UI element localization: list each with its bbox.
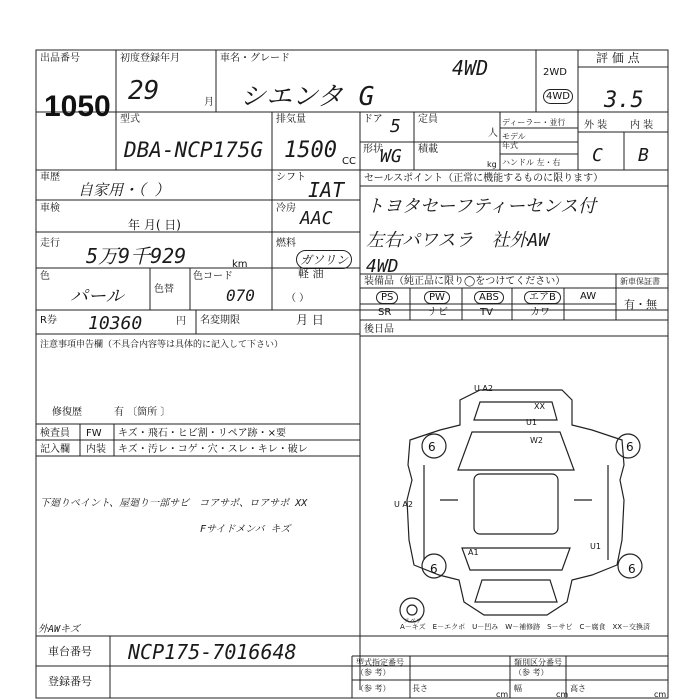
mileage-value: 5万9千929 bbox=[86, 244, 187, 268]
car-name-value: シエンタ G bbox=[240, 82, 375, 112]
handle-label: ハンドル 左・右 bbox=[502, 158, 561, 167]
fuel-label: 燃料 bbox=[276, 238, 296, 249]
interior-label: 内 装 bbox=[630, 120, 654, 131]
mark-front-right-wheel: 6 bbox=[626, 440, 634, 454]
mark-rear-left-wheel: 6 bbox=[430, 562, 438, 576]
door-label: ドア bbox=[363, 114, 383, 125]
model-code-value: DBA-NCP175G bbox=[124, 138, 264, 162]
sales-point-3: 4WD bbox=[366, 256, 399, 277]
model-year-label: モデル年式 bbox=[502, 132, 526, 150]
displacement-label: 排気量 bbox=[276, 114, 306, 125]
car-name-grade-label: 車名・グレード bbox=[220, 53, 290, 64]
seat-after-label: 後日品 bbox=[364, 324, 394, 335]
mark-front-left-wheel: 6 bbox=[428, 440, 436, 454]
interior-grade: B bbox=[638, 145, 649, 166]
shift-value: IAT bbox=[308, 178, 345, 202]
repair-history-value: 有 〔箇所 〕 bbox=[114, 407, 171, 418]
history-label: 車歴 bbox=[40, 172, 60, 183]
color-value: パール bbox=[70, 286, 124, 307]
shift-label: シフト bbox=[276, 172, 306, 183]
car-drive-value: 4WD bbox=[452, 56, 489, 80]
person-label: 人 bbox=[488, 128, 498, 139]
type-designation-label: 型式指定番号 bbox=[356, 658, 404, 667]
cc-label: CC bbox=[342, 156, 356, 167]
equipment-pw: PW bbox=[424, 291, 450, 304]
entry-label: 記入欄 bbox=[40, 444, 70, 455]
inspection-date-label: 年 月( 日) bbox=[128, 218, 181, 232]
equipment-navi: ナビ bbox=[428, 307, 448, 318]
equipment-label: 装備品（純正品に限り◯をつけてください） bbox=[364, 276, 566, 287]
name-change-date-label: 月 日 bbox=[296, 313, 324, 327]
length-label: 長さ bbox=[412, 684, 428, 693]
damage-legend: A－キズ E－エクボ U－凹み W－補修跡 S－サビ C－腐食 XX－交換済 bbox=[400, 623, 651, 631]
cooler-label: 冷房 bbox=[276, 203, 296, 214]
registration-number-label: 登録番号 bbox=[48, 675, 92, 688]
displacement-value: 1500 bbox=[284, 138, 337, 163]
mark-left-side: U A2 bbox=[394, 500, 413, 509]
sales-point-2: 左右パワスラ 社外AW bbox=[366, 230, 550, 251]
shape-label: 形状 bbox=[363, 144, 383, 155]
recycle-fee-value: 10360 bbox=[88, 313, 143, 334]
4wd-circled: 4WD bbox=[543, 89, 573, 104]
lot-number-value: 1050 bbox=[44, 90, 111, 123]
remarks-line-2: Fサイドメンバ キズ bbox=[200, 524, 291, 535]
equipment-aw: AW bbox=[580, 291, 597, 302]
name-change-deadline-label: 名変期限 bbox=[200, 315, 240, 326]
inspection-label: 車検 bbox=[40, 203, 60, 214]
chassis-number-value: NCP175-7016648 bbox=[128, 640, 297, 664]
registration-year: 29 bbox=[128, 76, 160, 106]
sales-point-1: トヨタセーフティーセンス付 bbox=[366, 196, 597, 217]
fw-items: キズ・飛石・ヒビ割・リペア跡・×要 bbox=[118, 428, 286, 439]
shape-value: WG bbox=[380, 146, 402, 167]
model-type-label: 型式 bbox=[120, 114, 140, 125]
mark-rear-right-wheel: 6 bbox=[628, 562, 636, 576]
mark-roof: W2 bbox=[530, 436, 543, 445]
sales-point-label: セールスポイント（正常に機能するものに限ります） bbox=[364, 173, 604, 184]
color-label: 色 bbox=[40, 271, 50, 282]
history-value: 自家用・（ ） bbox=[78, 181, 170, 199]
equipment-abs: ABS bbox=[474, 291, 504, 304]
color-code-value: 070 bbox=[226, 286, 255, 305]
length-cm: cm bbox=[496, 690, 509, 699]
height-cm: cm bbox=[654, 690, 667, 699]
fw-label: FW bbox=[86, 428, 102, 439]
equipment-sr: SR bbox=[378, 307, 392, 318]
height-label: 高さ bbox=[570, 684, 586, 693]
score-value: 3.5 bbox=[604, 88, 644, 113]
equipment-airbag: エアB bbox=[524, 291, 561, 304]
interior-items: キズ・汚レ・コゲ・穴・スレ・キレ・破レ bbox=[118, 444, 308, 455]
2wd-label: 2WD bbox=[543, 67, 567, 78]
chassis-number-label: 車台番号 bbox=[48, 645, 92, 658]
equipment-leather: カワ bbox=[530, 307, 550, 318]
notes-header: 注意事項申告欄（不具合内容等は具体的に記入して下さい） bbox=[40, 340, 284, 350]
lot-number-label: 出品番号 bbox=[40, 53, 80, 64]
first-registration-label: 初度登録年月 bbox=[120, 53, 180, 64]
yen-label: 円 bbox=[176, 316, 186, 327]
interior-entry-label: 内装 bbox=[86, 444, 106, 455]
month-label: 月 bbox=[204, 97, 214, 108]
km-label: km bbox=[232, 259, 248, 270]
fuel-value: ガソリン bbox=[296, 250, 352, 269]
spare-label: スペア bbox=[404, 618, 423, 625]
dealer-parallel-label: ディーラー・並行 bbox=[502, 118, 566, 127]
size-ref: （参 考） bbox=[356, 684, 391, 693]
fuel-alt-value: 軽 油 bbox=[298, 267, 324, 280]
type-designation-ref: （参 考） bbox=[356, 668, 391, 677]
mark-rear-right: U1 bbox=[590, 542, 601, 551]
exterior-label: 外 装 bbox=[584, 120, 608, 131]
mark-hood: XX bbox=[534, 402, 545, 411]
inspector-label: 検査員 bbox=[40, 428, 70, 439]
score-label: 評 価 点 bbox=[596, 51, 640, 65]
remarks-line-1: 下廻りペイント、屋廻り一部サビ コアサポ、ロアサポ XX bbox=[40, 498, 308, 509]
width-label: 幅 bbox=[514, 684, 522, 693]
width-cm: cm bbox=[556, 690, 569, 699]
capacity-label: 定員 bbox=[418, 114, 438, 125]
mark-rear-left: A1 bbox=[468, 548, 479, 557]
mileage-label: 走行 bbox=[40, 238, 60, 249]
load-label: 積載 bbox=[418, 144, 438, 155]
fuel-paren: （ ） bbox=[286, 293, 310, 304]
new-car-warranty-label: 新車保証書 bbox=[620, 277, 660, 286]
warranty-value: 有・無 bbox=[624, 298, 657, 311]
equipment-tv: TV bbox=[480, 307, 493, 318]
category-number-label: 類別区分番号 bbox=[514, 658, 562, 667]
cooler-value: AAC bbox=[300, 208, 333, 229]
repair-history-label: 修復歴 bbox=[52, 407, 82, 418]
mark-front-bumper: U A2 bbox=[474, 384, 493, 393]
bottom-note: 外AWキズ bbox=[38, 624, 80, 635]
mark-windshield: U1 bbox=[526, 418, 537, 427]
doors-value: 5 bbox=[390, 116, 401, 137]
recycle-label: R券 bbox=[40, 315, 57, 326]
equipment-ps: PS bbox=[376, 291, 398, 304]
kg-label: kg bbox=[487, 160, 497, 169]
color-change-label: 色替 bbox=[154, 284, 174, 295]
exterior-grade: C bbox=[592, 145, 603, 166]
color-code-label: 色コード bbox=[193, 271, 233, 282]
category-number-ref: （参 考） bbox=[514, 668, 549, 677]
